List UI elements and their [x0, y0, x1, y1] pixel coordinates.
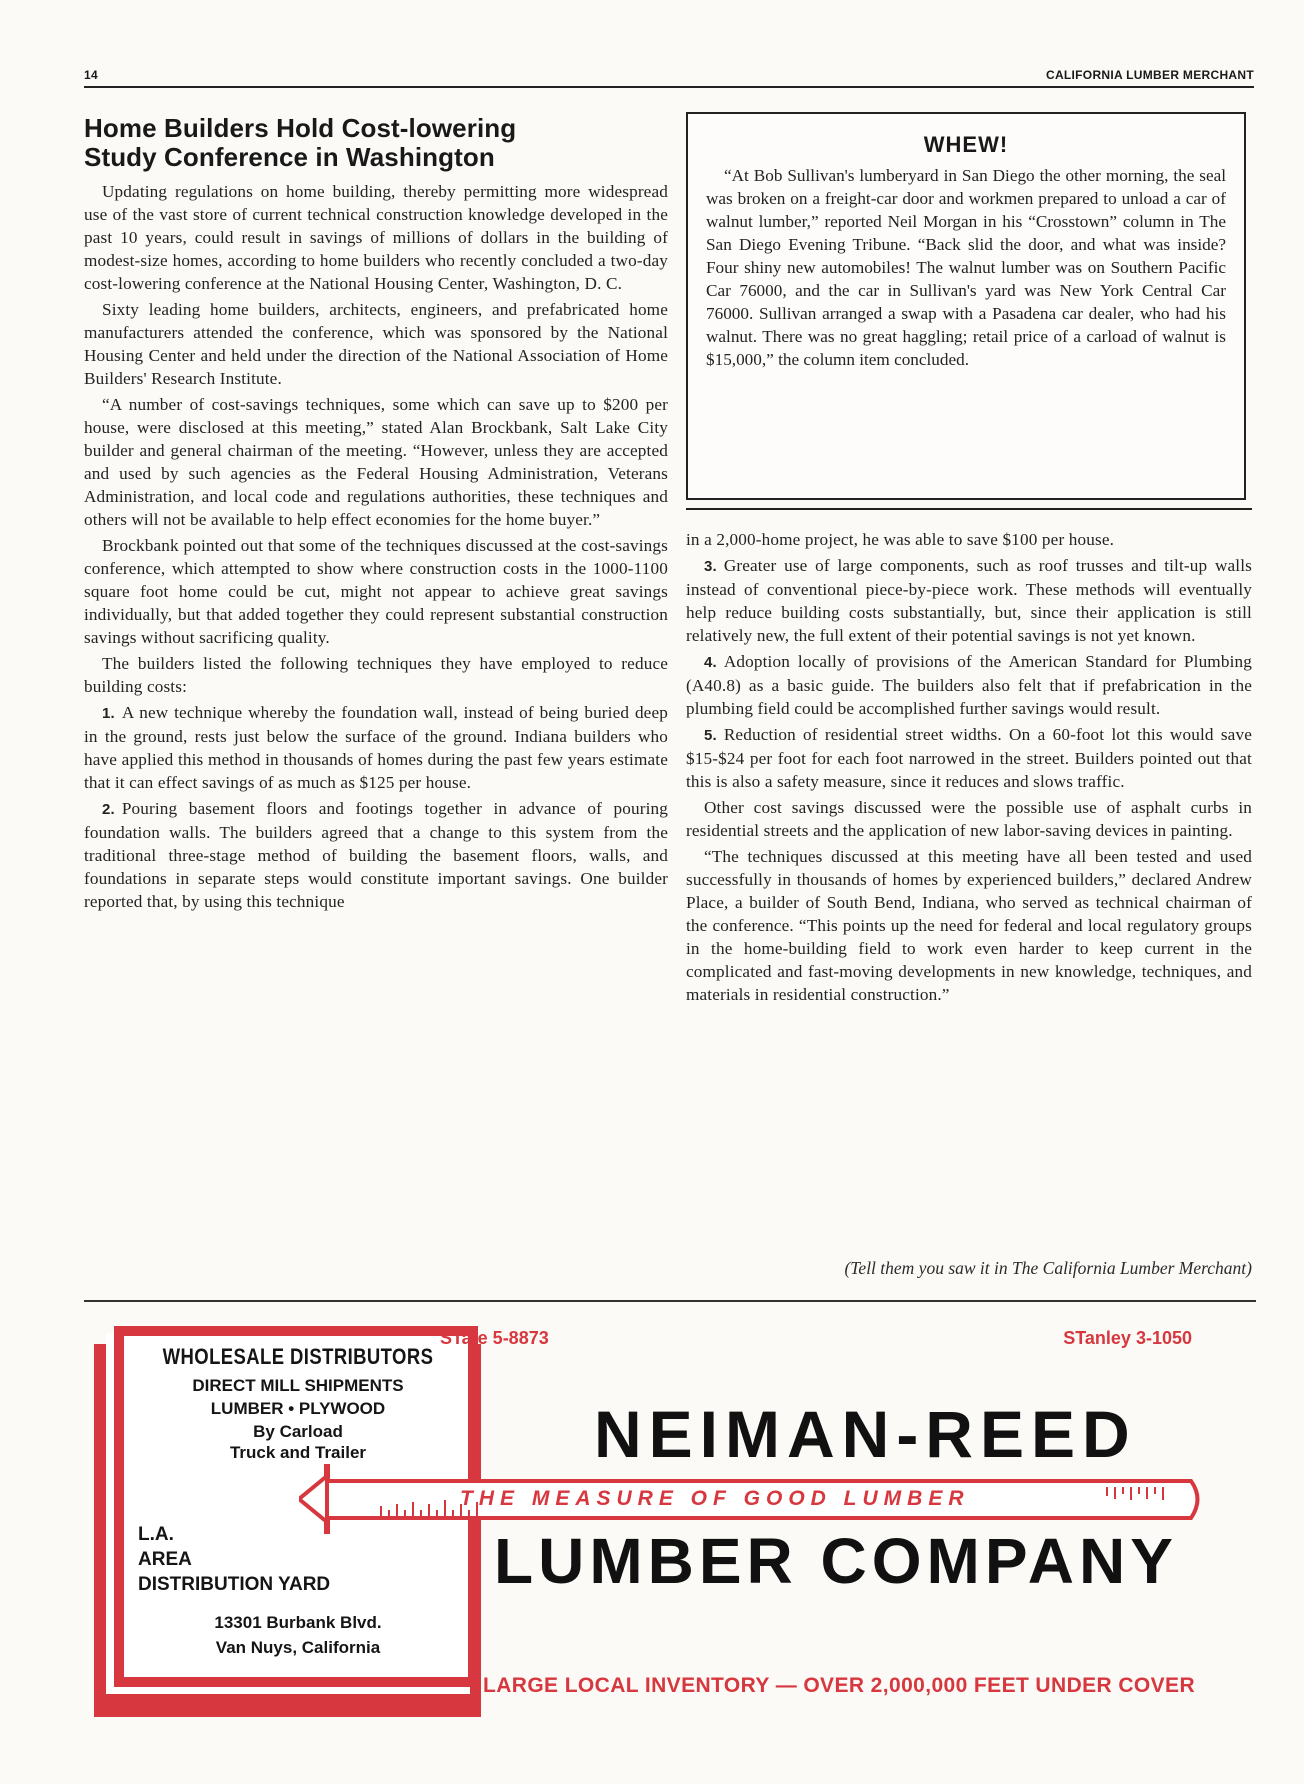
- technique-item-3: [686, 554, 1252, 647]
- ruler-arrow-icon: [299, 1464, 327, 1534]
- main-article: [84, 114, 668, 1280]
- company-name-bottom: LUMBER COMPANY: [494, 1525, 1178, 1597]
- carload-label: By Carload: [253, 1422, 343, 1441]
- technique-text-3: Greater use of large components, such as roof trusses and tilt-up walls instead of conventional piece-by-piece work. These methods will eventually help reduce building costs substantially, but, since their application is still relatively new, the full extent of their potential savings is not yet known.: [686, 556, 1252, 645]
- article-paragraph-1: Updating regulations on home building, thereby permitting more widespread use of the vast store of current technical construction knowledge developed in the past 10 years, could result in savings of millions of dollars in the building of modest-size homes, according to home builders who recently concluded a two-day cost-lowering conference at the National Housing Center, Washington, D. C.: [84, 182, 668, 293]
- technique-number-5: 5.: [704, 727, 717, 744]
- la-label: L.A.: [138, 1524, 174, 1545]
- article-body: [84, 180, 668, 913]
- phone-number-left: STate 5-8873: [440, 1328, 549, 1348]
- technique-text-5: Reduction of residential street widths. On a 60-foot lot this would save $15-$24 per foot for each foot narrowed in the street. Builders pointed out that this is also a safety measure, since it reduces and slows traffic.: [686, 725, 1252, 791]
- headline-line-2: Study Conference in Washington: [84, 142, 495, 172]
- technique-number-4: 4.: [704, 654, 717, 671]
- closing-paragraph-1: Other cost savings discussed were the possible use of asphalt curbs in residential streets and the application of new labor-saving devices in painting.: [686, 798, 1252, 840]
- technique-number-3: 3.: [704, 558, 717, 575]
- technique-item-5: [686, 723, 1252, 793]
- city-address: Van Nuys, California: [215, 1638, 381, 1657]
- neiman-reed-advertisement: [84, 1314, 1256, 1758]
- distribution-yard-label: DISTRIBUTION YARD: [138, 1574, 331, 1595]
- headline-line-1: Home Builders Hold Cost-lowering: [84, 114, 517, 143]
- technique-item-1: [84, 701, 668, 794]
- yard-address: [124, 1610, 472, 1660]
- advertisement-top-rule: [84, 1300, 1256, 1302]
- article-headline: [84, 114, 668, 172]
- wholesale-distributors-label: WHOLESALE DISTRIBUTORS: [162, 1344, 434, 1369]
- article-paragraph-2: Sixty leading home builders, architects, engineers, and prefabricated home manufacturers attended the conference, which was sponsored by the National Housing Center and held under the direction of the National Association of Home Builders' Research Institute.: [84, 300, 668, 388]
- magazine-title: CALIFORNIA LUMBER MERCHANT: [1045, 68, 1254, 82]
- technique-text-4: Adoption locally of provisions of the American Standard for Plumbing (A40.8) as a basic guide. The builders also felt that if prefabrication in the plumbing field could be accomplished further savings would result.: [686, 652, 1252, 718]
- truck-trailer-label: Truck and Trailer: [229, 1443, 367, 1462]
- whew-title: WHEW!: [923, 132, 1009, 157]
- technique-text-1: A new technique whereby the foundation wall, instead of being buried deep in the ground, rests just below the surface of the ground. Indiana builders who have applied this method in thousands of homes during the past few years estimate that it can effect savings of as much as $125 per house.: [84, 703, 668, 792]
- whew-sidebar-box: [686, 112, 1246, 500]
- technique-text-2: Pouring basement floors and footings together in advance of pouring foundation walls. The builders agreed that a change to this system from the traditional three-stage method of building the basement floors, walls, and foundations in separate steps would constitute important savings. One builder reported that, by using this technique: [84, 799, 668, 911]
- header-rule: [84, 86, 1254, 88]
- area-label: AREA: [138, 1549, 192, 1570]
- closing-paragraph-2: “The techniques discussed at this meeting have all been tested and used successfully in thousands of homes by experienced builders,” declared Andrew Place, a builder of South Bend, Indiana, who served as technical chairman of the conference. “This points up the need for federal and local regulatory groups in the home-building field to work even harder to keep current in the complicated and fast-moving developments in new knowledge, techniques, and materials in residential construction.”: [686, 847, 1252, 1004]
- article-continuation: [686, 528, 1252, 1006]
- page-number: 14: [84, 68, 98, 82]
- company-name-top: NEIMAN-REED: [594, 1397, 1137, 1471]
- lumber-plywood-label: LUMBER • PLYWOOD: [210, 1399, 386, 1418]
- inventory-tagline: LARGE LOCAL INVENTORY — OVER 2,000,000 FEET UNDER COVER: [482, 1674, 1196, 1697]
- magazine-credit-line: (Tell them you saw it in The California Lumber Merchant): [844, 1258, 1252, 1278]
- right-column: [686, 112, 1252, 1282]
- continuation-first-paragraph: in a 2,000-home project, he was able to save $100 per house.: [686, 530, 1115, 549]
- sidebar-bottom-rule: [686, 508, 1252, 510]
- street-address: 13301 Burbank Blvd.: [214, 1613, 382, 1632]
- running-header: [84, 64, 1254, 88]
- technique-item-2: [84, 797, 668, 913]
- technique-item-4: [686, 650, 1252, 720]
- technique-number-1: 1.: [102, 705, 115, 722]
- ruler-slogan: THE MEASURE OF GOOD LUMBER: [460, 1487, 970, 1510]
- whew-body: “At Bob Sullivan's lumberyard in San Diego the other morning, the seal was broken on a freight-car door and workmen prepared to unload a car of walnut lumber,” reported Neil Morgan in his “Crosstown” column in The San Diego Evening Tribune. “Back slid the door, and what was inside? Four shiny new automobiles! The walnut lumber was on Southern Pacific Car 76000, and the car in Sullivan's yard was New York Central Car 76000. Sullivan arranged a swap with a Pasadena car dealer, who had his walnut. There was no great haggling; retail price of a carload of walnut is $15,000,” the column item concluded.: [706, 166, 1226, 369]
- technique-number-2: 2.: [102, 801, 115, 818]
- direct-mill-shipments-label: DIRECT MILL SHIPMENTS: [192, 1376, 404, 1395]
- article-paragraph-4: Brockbank pointed out that some of the techniques discussed at the cost-savings conference, which attempted to show where construction costs in the 1000-1100 square foot home could be cut, might not appear to achieve great savings individually, but that added together they could represent substantial construction savings without sacrificing quality.: [84, 536, 668, 647]
- phone-number-right: STanley 3-1050: [1063, 1328, 1192, 1348]
- article-paragraph-5: The builders listed the following techniques they have employed to reduce building costs:: [84, 654, 668, 696]
- article-paragraph-3: “A number of cost-savings techniques, some which can save up to $200 per house, were disclosed at this meeting,” stated Alan Brockbank, Salt Lake City builder and general chairman of the meeting. “However, unless they are accepted and used by such agencies as the Federal Housing Administration, Veterans Administration, and local code and regulations authorities, these techniques and others will not be available to help effect economies for the home buyer.”: [84, 395, 668, 529]
